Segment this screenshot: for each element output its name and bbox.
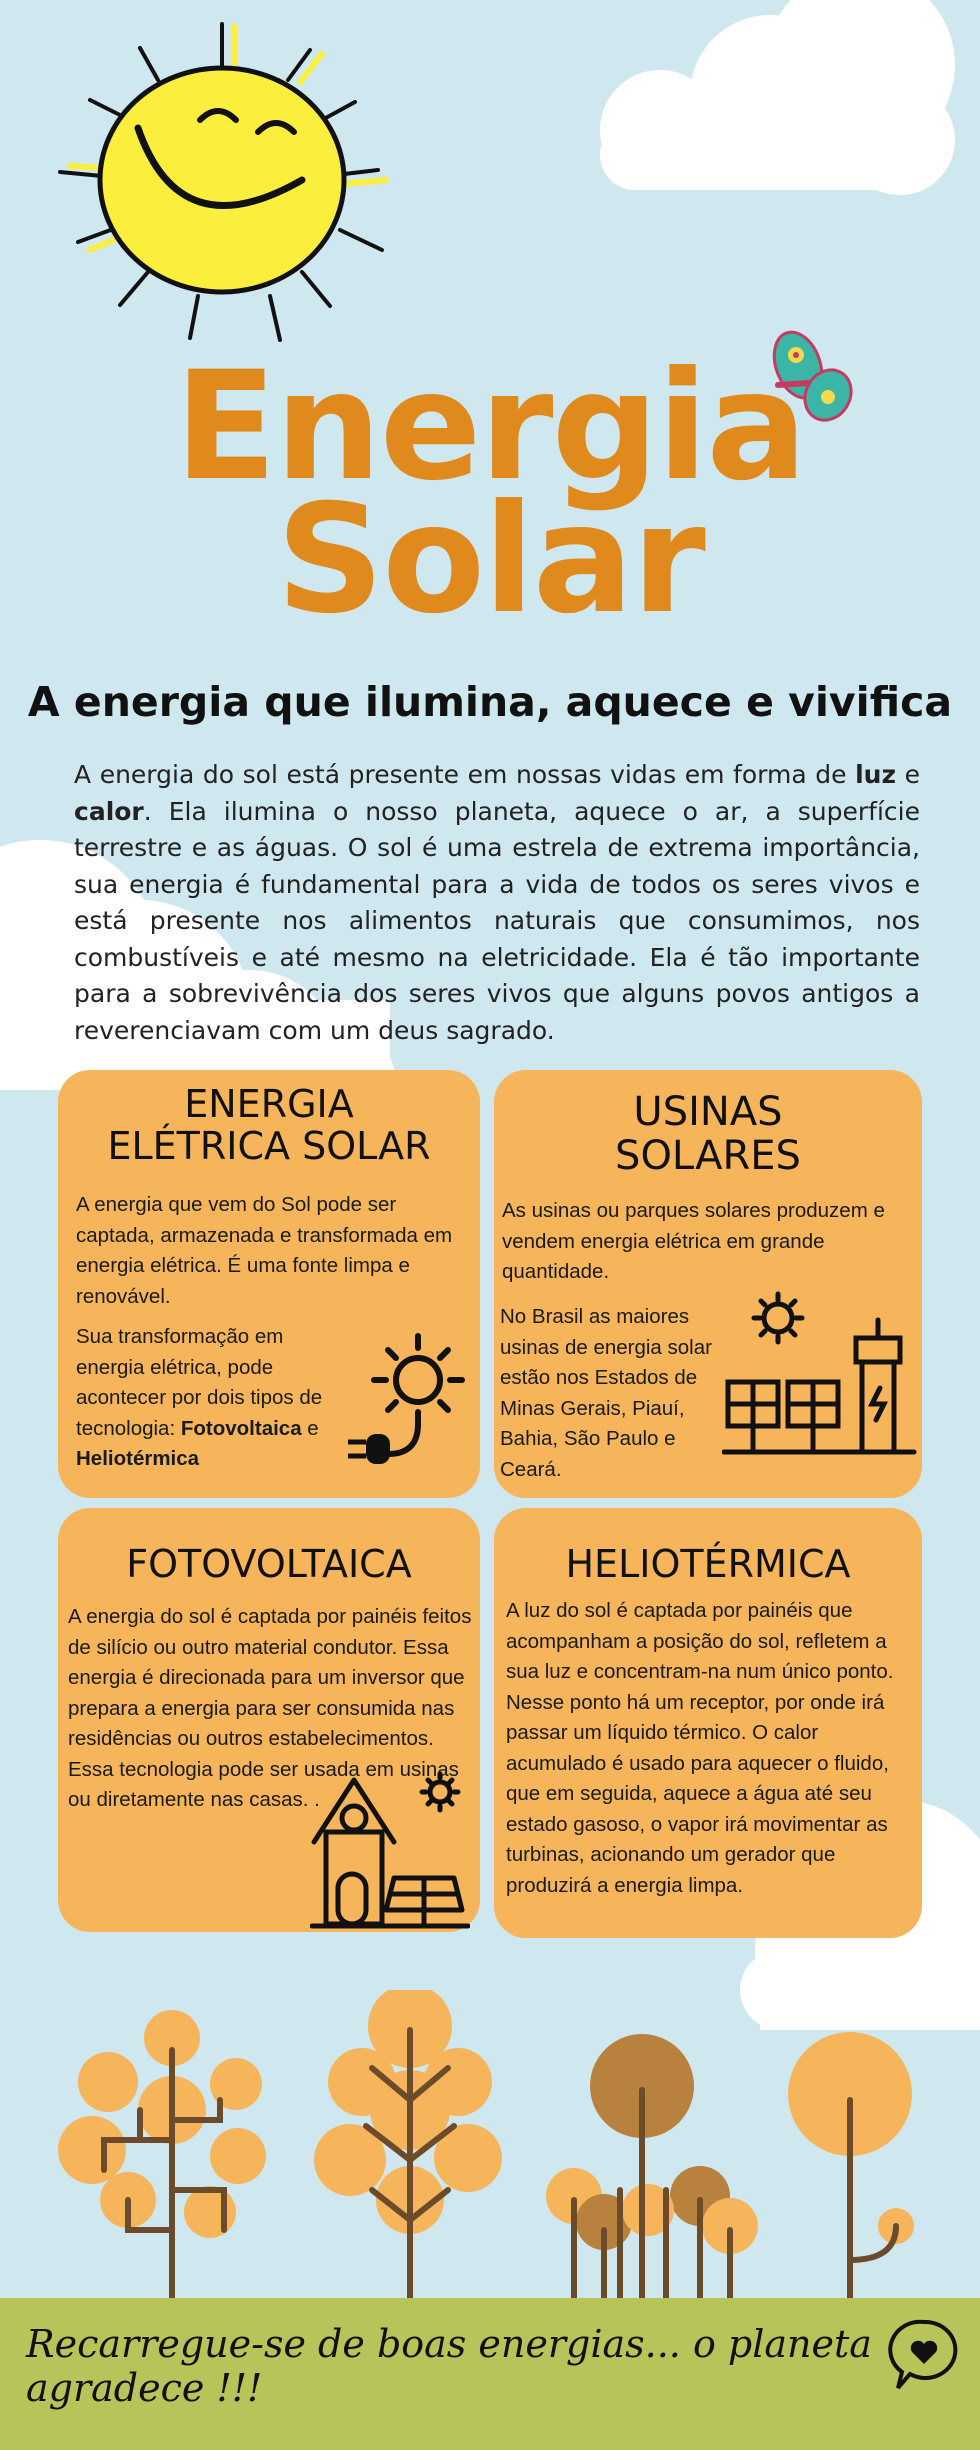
- card-eletrica-text-2a: Sua transformação em energia elétrica, pode acontecer por dois tipos de tecnologia:: [76, 1325, 323, 1440]
- card-usinas-text-2: No Brasil as maiores usinas de energia solar estão nos Estados de Minas Gerais, Piauí, Bahia, São Paulo e Ceará.: [500, 1305, 712, 1481]
- card-heliotermica: [494, 1508, 922, 1938]
- solar-plant-icon: [722, 1290, 918, 1470]
- card-eletrica-title: [58, 1084, 480, 1168]
- intro-bold-calor: calor: [74, 796, 144, 826]
- title-line-2: Solar: [276, 473, 704, 647]
- card-heliotermica-title: HELIOTÉRMICA: [565, 1542, 851, 1586]
- tree-2-icon: [314, 1990, 502, 2310]
- card-usinas-text-1: As usinas ou parques solares produzem e vendem energia elétrica em grande quantidade.: [502, 1199, 885, 1283]
- card-usinas-title-1: USINAS: [633, 1089, 783, 1135]
- card-usinas-title: [494, 1090, 922, 1178]
- sun-plug-icon: [348, 1332, 468, 1472]
- card-fotovoltaica-title: FOTOVOLTAICA: [126, 1542, 412, 1586]
- trees-illustration: [0, 1990, 980, 2310]
- card-fotovoltaica-text: A energia do sol é captada por painéis feitos de silício ou outro material condutor. Essa energia é direcionada para um inversor que prepara a energia para ser consumida nas residências ou outros estabelecimentos. Essa tecnologia pode ser usada em usinas ou diretamente nas casas. .: [68, 1605, 472, 1811]
- tree-1-icon: [58, 2010, 266, 2310]
- intro-bold-luz: luz: [855, 760, 897, 789]
- subtitle: A energia que ilumina, aquece e vivifica: [27, 678, 953, 726]
- card-eletrica-text-1: A energia que vem do Sol pode ser captada, armazenada e transformada em energia elétrica. É uma fonte limpa e renovável.: [76, 1193, 453, 1308]
- card-usinas-solares: [494, 1070, 922, 1498]
- intro-text-3: . Ela ilumina o nosso planeta, aquece o ar, a superfície terrestre e as águas. O sol é uma estrela de extrema importância, sua energia é fundamental para a vida de todos os seres vivos e está presente nos alimentos naturais que consumimos, nos combustíveis e até mesmo na eletricidade. Ela é tão importante para a sobrevivência dos seres vivos que alguns povos antigos a reverenciavam com um deus sagrado.: [74, 796, 920, 1045]
- card-energia-eletrica: [58, 1070, 480, 1498]
- house-solar-icon: [310, 1770, 470, 1930]
- card-eletrica-bold-fotovoltaica: Fotovoltaica: [180, 1416, 302, 1440]
- intro-text-2: e: [896, 760, 920, 789]
- intro-paragraph: [74, 757, 920, 1049]
- card-fotovoltaica: [58, 1508, 480, 1932]
- intro-text-1: A energia do sol está presente em nossas vidas em forma de: [74, 760, 856, 789]
- cloud-top-right: [600, 0, 955, 195]
- card-eletrica-title-2: ELÉTRICA SOLAR: [107, 1123, 431, 1168]
- footer-message: Recarregue-se de boas energias... o planeta agradece !!!: [26, 2322, 872, 2410]
- card-heliotermica-text: A luz do sol é captada por painéis que acompanham a posição do sol, refletem a sua luz e concentram-na num único ponto. Nesse ponto há um receptor, por onde irá passar um líquido térmico. O calor acumulado é usado para aquecer o fluido, que em seguida, aquece a água até seu estado gasoso, o vapor irá movimentar as turbinas, acionando um gerador que produzirá a energia limpa.: [506, 1599, 894, 1897]
- card-eletrica-bold-heliotermica: Heliotérmica: [76, 1447, 200, 1470]
- tree-3-icon: [546, 2034, 758, 2310]
- card-eletrica-text-2: [76, 1322, 326, 1475]
- sun-icon: [30, 20, 450, 360]
- heart-speech-bubble-icon: [888, 2316, 960, 2396]
- card-usinas-title-2: SOLARES: [615, 1133, 801, 1179]
- card-eletrica-and: e: [301, 1416, 319, 1440]
- tree-4-icon: [788, 2032, 914, 2310]
- card-eletrica-title-1: ENERGIA: [184, 1082, 354, 1126]
- title-line-1: Energia: [174, 340, 806, 514]
